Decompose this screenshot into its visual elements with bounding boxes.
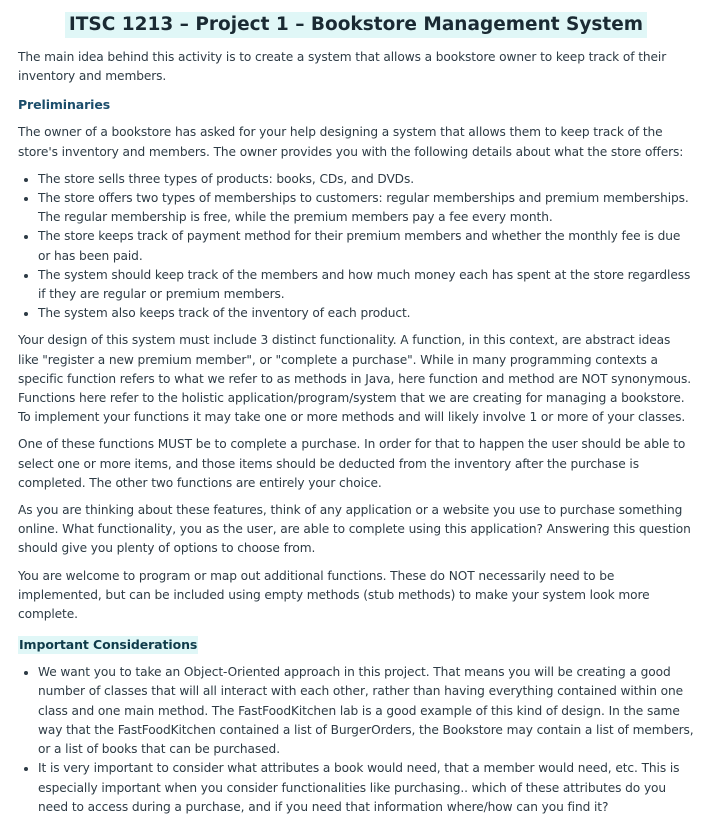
preliminaries-list	[18, 170, 694, 324]
preliminaries-paragraph: The owner of a bookstore has asked for your help designing a system that allows them to keep track of the store's inventory and members. The owner provides you with the following details about what the store offers:	[18, 125, 684, 159]
list-item: • We want you to take an Object-Oriented approach in this project. That means you will be creating a good number of classes that will all interact with each other, rather than having everything contained within one class and one main method. The FastFoodKitchen lab is a good example of this kind of design. In the same way that the FastFoodKitchen contained a list of BurgerOrders, the Bookstore may contain a list of members, or a list of books that can be purchased.	[38, 663, 694, 759]
features-paragraph: As you are thinking about these features, think of any application or a website you use to purchase something online. What functionality, you as the user, are able to complete using this application? Answering this question should give you plenty of options to choose from.	[18, 503, 691, 556]
list-item: • The system should keep track of the members and how much money each has spent at the store regardless if they are regular or premium members.	[38, 266, 694, 304]
functionality-paragraph: Your design of this system must include 3 distinct functionality. A function, in this context, are abstract ideas like "register a new premium member", or "complete a purchase". While in many programming contexts a specific function refers to what we refer to as methods in Java, here function and method are NOT synonymous. Functions here refer to the holistic application/program/system that we are creating for managing a bookstore. To implement your functions it may take one or more methods and will likely involve 1 or more of your classes.	[18, 333, 691, 425]
list-item: • The system also keeps track of the inventory of each product.	[38, 304, 694, 323]
intro-paragraph: The main idea behind this activity is to create a system that allows a bookstore owner to keep track of their inventory and members.	[18, 50, 667, 84]
additional-functions-paragraph: You are welcome to program or map out additional functions. These do NOT necessarily need to be implemented, but can be included using empty methods (stub methods) to make your system look more complete.	[18, 568, 650, 622]
title-wrapper	[18, 12, 694, 38]
preliminaries-heading: Preliminaries	[18, 97, 111, 113]
purchase-paragraph: One of these functions MUST be to complete a purchase. In order for that to happen the user should be able to select one or more items, and those items should be deducted from the inventory after the purchase is completed. The other two functions are entirely your choice.	[18, 437, 686, 490]
list-item: • The store keeps track of payment method for their premium members and whether the monthly fee is due or has been paid.	[38, 227, 694, 265]
list-item: • The store sells three types of products: books, CDs, and DVDs.	[38, 170, 694, 189]
considerations-list	[18, 663, 694, 817]
page-title: ITSC 1213 – Project 1 – Bookstore Management System	[65, 12, 647, 38]
list-item: • The store offers two types of memberships to customers: regular memberships and premium memberships. The regular membership is free, while the premium members pay a fee every month.	[38, 189, 694, 227]
list-item: • It is very important to consider what attributes a book would need, that a member would need, etc. This is especially important when you consider functionalities like purchasing.. which of these attributes do you need to access during a purchase, and if you need that information where/how can you find it?	[38, 759, 694, 817]
considerations-heading: Important Considerations	[19, 637, 198, 653]
